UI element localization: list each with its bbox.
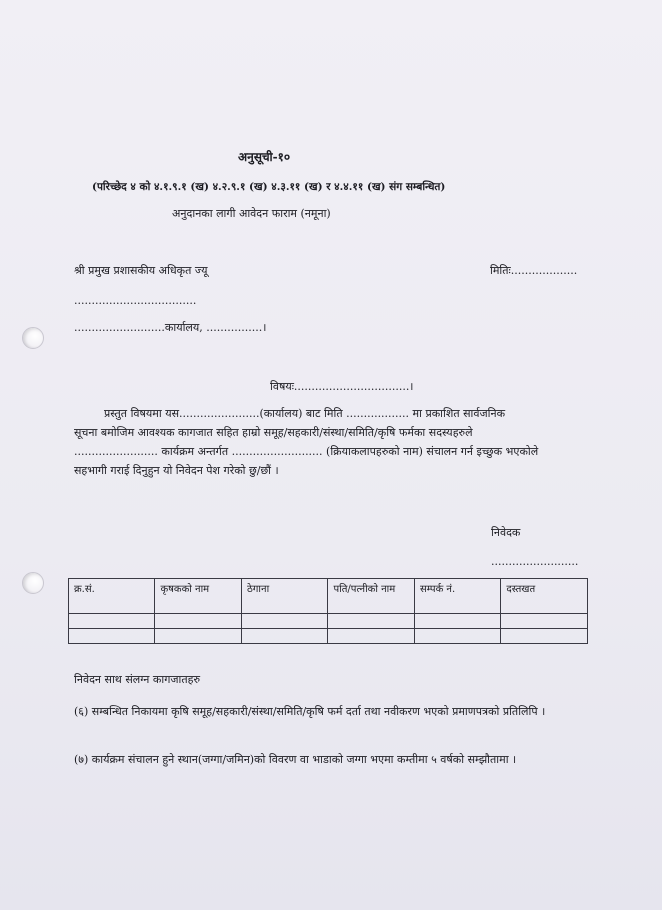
table-cell[interactable] — [69, 614, 155, 629]
table-row — [69, 629, 588, 644]
punch-hole — [22, 327, 44, 349]
punch-hole — [22, 572, 44, 594]
attachment-item — [74, 702, 584, 721]
attachment-text: (७) कार्यक्रम संचालन हुने स्थान(जग्गा/जमिन)को विवरण वा भाडाको जग्गा भएमा कम्तीमा ५ वर्षको सम्झौतामा । — [74, 753, 517, 766]
body-line: ........................ कार्यक्रम अन्तर्गत .......................... (क्रियाकलापहरुको नाम) संचालन गर्न इच्छुक भएकोले — [74, 445, 539, 458]
table-cell[interactable] — [69, 629, 155, 644]
body-paragraph — [74, 404, 584, 480]
recipient: श्री प्रमुख प्रशासकीय अधिकृत ज्यू — [74, 264, 208, 277]
table-cell[interactable] — [501, 629, 588, 644]
column-header: कृषकको नाम — [155, 579, 242, 614]
table-header-row — [69, 579, 588, 614]
body-line: सहभागी गराई दिनुहुन यो निवेदन पेश गरेको छु/छौं । — [74, 464, 279, 477]
form-name: अनुदानका लागी आवेदन फाराम (नमूना) — [172, 207, 331, 220]
column-header: दस्तखत — [501, 579, 588, 614]
column-header: सम्पर्क नं. — [414, 579, 500, 614]
subject-line: विषयः.................................। — [270, 380, 414, 393]
column-header: क्र.सं. — [69, 579, 155, 614]
column-header: पति/पत्नीको नाम — [328, 579, 415, 614]
table-cell[interactable] — [414, 629, 500, 644]
table-cell[interactable] — [414, 614, 500, 629]
applicant-label: निवेदक — [491, 526, 521, 539]
reference-line: (परिच्छेद ४ को ४.१.९.१ (ख) ४.२.९.१ (ख) ४.३.११ (ख) र ४.४.११ (ख) संग सम्बन्धित) — [92, 181, 446, 193]
address-blank-line: ................................... — [74, 294, 197, 307]
body-line: सूचना बमोजिम आवश्यक कागजात सहित हाम्रो समूह/सहकारी/संस्था/समिति/कृषि फर्मका सदस्यहरुले — [74, 426, 473, 439]
column-header: ठेगाना — [241, 579, 327, 614]
table-cell[interactable] — [241, 629, 327, 644]
body-line: प्रस्तुत विषयमा यस.......................(कार्यालय) बाट मिति .................. मा प्रकाशित सार्वजनिक — [104, 407, 506, 420]
office-line: ..........................कार्यालय, ................। — [74, 321, 267, 334]
attachment-text: (६) सम्बन्धित निकायमा कृषि समूह/सहकारी/संस्था/समिति/कृषि फर्म दर्ता तथा नवीकरण भएको प्रमाणपत्रको प्रतिलिपि । — [74, 705, 546, 718]
table-cell[interactable] — [328, 629, 415, 644]
farmer-table — [68, 578, 588, 644]
document-title: अनुसूची-१० — [238, 150, 291, 164]
date-field: मितिः................... — [490, 264, 578, 277]
table-cell[interactable] — [155, 629, 242, 644]
table-cell[interactable] — [501, 614, 588, 629]
table-cell[interactable] — [328, 614, 415, 629]
table-cell[interactable] — [241, 614, 327, 629]
attachments-title: निवेदन साथ संलग्न कागजातहरु — [74, 673, 201, 686]
table-cell[interactable] — [155, 614, 242, 629]
applicant-signature-blank: ......................... — [491, 555, 579, 568]
table-row — [69, 614, 588, 629]
attachment-item — [74, 750, 584, 769]
